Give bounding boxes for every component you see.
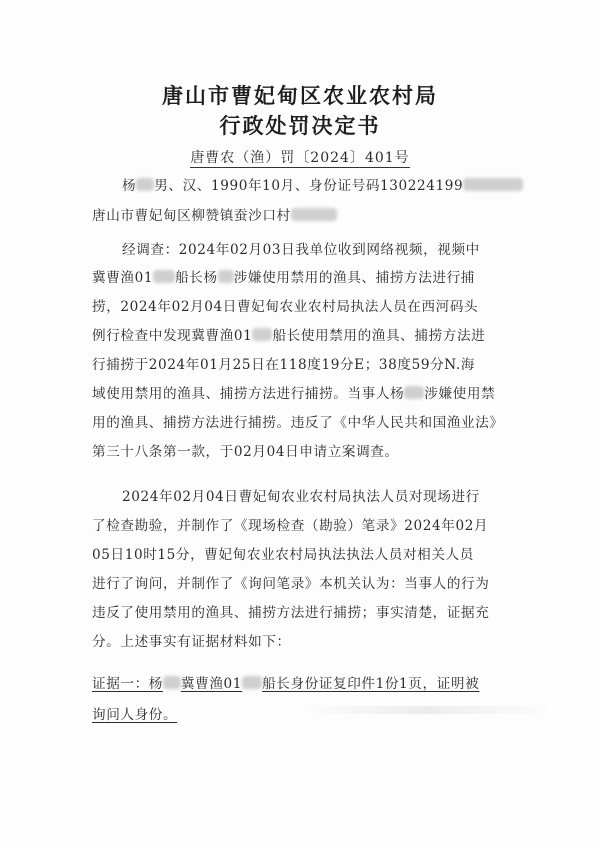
evidence-line-1: 证据一：杨 冀曹渔01 船长身份证复印件1份1页，证明被	[92, 676, 480, 692]
para1-line-2: 冀曹渔01 船长杨 涉嫌使用禁用的渔具、捕捞方法进行捕	[92, 270, 475, 286]
redaction	[404, 386, 424, 399]
document-title-type: 行政处罚决定书	[219, 114, 381, 138]
para2-line-1: 2024年02月04日曹妃甸农业农村局执法人员对现场进行	[122, 489, 480, 505]
redaction	[463, 178, 523, 191]
redaction	[218, 270, 234, 283]
party-line-1: 杨 男、汉、1990年10月、身份证号码130224199	[122, 174, 523, 194]
para1-line-7: 用的渔具、捕捞方法进行捕捞。违反了《中华人民共和国渔业法》	[92, 415, 504, 431]
redaction	[242, 676, 262, 689]
document-title-agency: 唐山市曹妃甸区农业农村局	[162, 84, 438, 108]
para2-line-4: 进行了询问，并制作了《询问笔录》本机关认为：当事人的行为	[92, 576, 490, 592]
redaction	[136, 178, 154, 191]
party-line-2: 唐山市曹妃甸区柳赞镇蚕沙口村	[92, 204, 337, 224]
scan-smudge	[300, 706, 550, 714]
para1-line-4: 例行检查中发现冀曹渔01 船长使用禁用的渔具、捕捞方法进	[92, 328, 486, 344]
para1-line-1: 经调查：2024年02月03日我单位收到网络视频，视频中	[122, 242, 480, 258]
para1-line-3: 捞，2024年02月04日曹妃甸农业农村局执法人员在西河码头	[92, 299, 479, 315]
para1-line-5: 行捕捞于2024年01月25日在118度19分E；38度59分N.海	[92, 357, 476, 373]
para2-line-3: 05日10时15分，曹妃甸农业农村局执法执法人员对相关人员	[92, 547, 474, 563]
document-number-text: 唐曹农（渔）罚〔2024〕401号	[190, 150, 410, 166]
redaction	[153, 270, 175, 283]
para2-line-2: 了检查勘验，并制作了《现场检查（勘验）笔录》2024年02月	[92, 518, 489, 534]
para2-line-6: 分。上述事实有证据材料如下：	[92, 634, 291, 650]
evidence-line-2: 询问人身份。	[92, 707, 178, 723]
para2-line-5: 违反了使用禁用的渔具、捕捞方法进行捕捞；事实清楚，证据充	[92, 605, 490, 621]
para1-line-6: 域使用禁用的渔具、捕捞方法进行捕捞。当事人杨 涉嫌使用禁	[92, 386, 496, 402]
redaction	[291, 208, 337, 221]
redaction	[252, 328, 272, 341]
para1-line-8: 第三十八条第一款，于02月04日申请立案调查。	[92, 444, 399, 460]
document-number	[0, 147, 600, 167]
redaction	[163, 676, 181, 689]
